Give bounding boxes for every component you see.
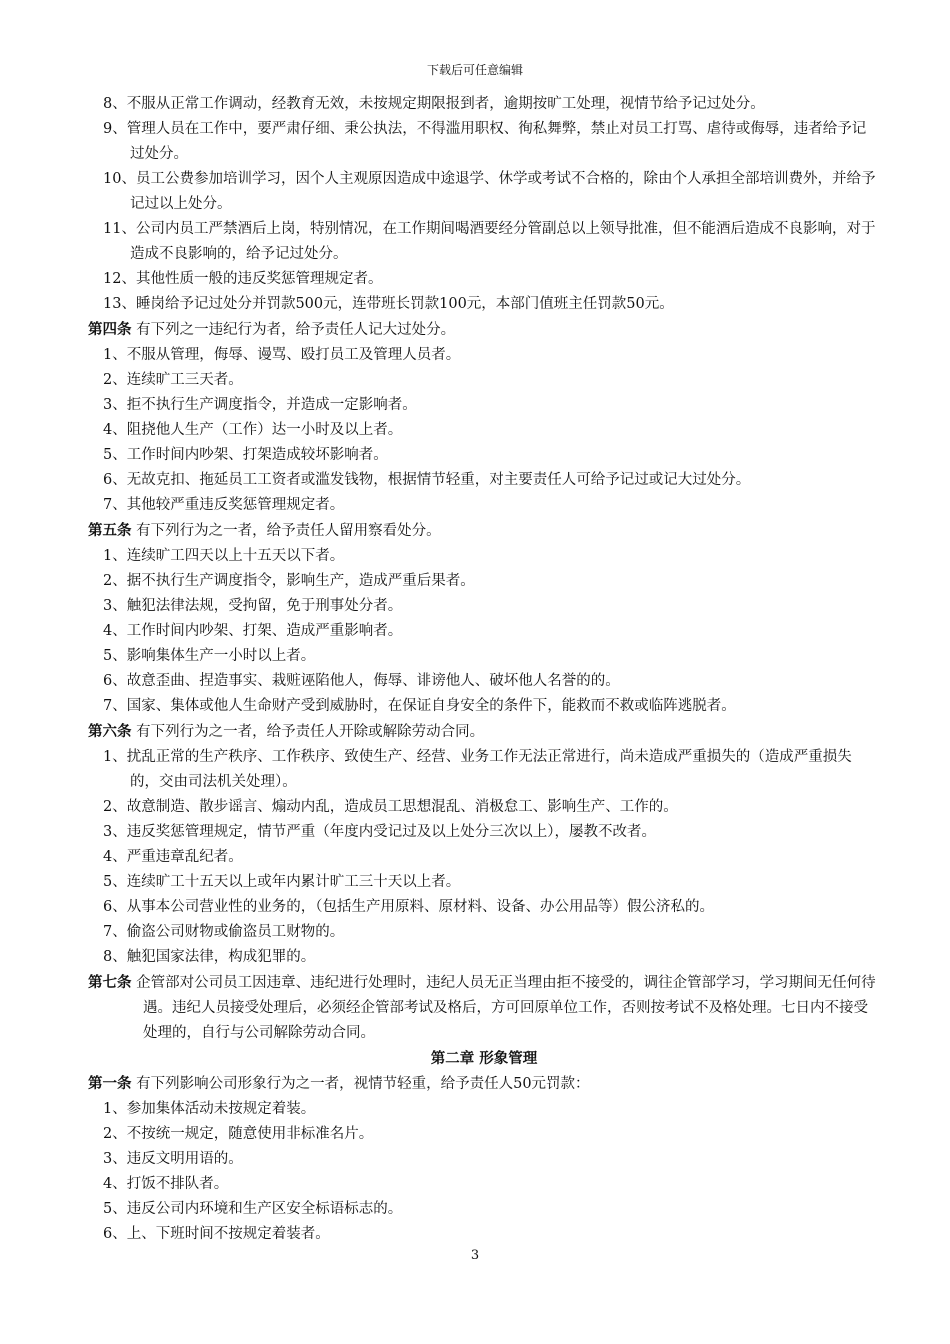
- list-item: 3、违反奖惩管理规定，情节严重（年度内受记过及以上处分三次以上），屡教不改者。: [103, 824, 656, 840]
- chapter-title: 第二章 形象管理: [430, 1050, 538, 1067]
- list-item: 5、工作时间内吵架、打架造成较坏影响者。: [103, 447, 388, 463]
- article-paragraph: [88, 1071, 880, 1097]
- list-item: 1、不服从管理，侮辱、谩骂、殴打员工及管理人员者。: [103, 347, 461, 363]
- list-item: 7、国家、集体或他人生命财产受到威胁时，在保证自身安全的条件下，能救而不救或临阵逃脱者。: [103, 698, 736, 714]
- article-label: 第四条: [88, 321, 132, 338]
- article-paragraph: [88, 719, 880, 745]
- list-item: 12、其他性质一般的违反奖惩管理规定者。: [103, 271, 383, 287]
- list-item: 2、连续旷工三天者。: [103, 372, 243, 388]
- article-label: 第一条: [88, 1075, 132, 1092]
- list-item: 6、无故克扣、拖延员工工资者或滥发钱物，根据情节轻重，对主要责任人可给予记过或记大过处分。: [103, 472, 751, 488]
- list-item: 5、连续旷工十五天以上或年内累计旷工三十天以上者。: [103, 874, 461, 890]
- list-item: 4、打饭不排队者。: [103, 1176, 229, 1192]
- article-label: 第五条: [88, 522, 132, 539]
- article-label: 第六条: [88, 723, 132, 740]
- list-item: 7、偷盗公司财物或偷盗员工财物的。: [103, 924, 345, 940]
- list-item: 7、其他较严重违反奖惩管理规定者。: [103, 497, 345, 513]
- list-item: 6、上、下班时间不按规定着装者。: [103, 1226, 330, 1242]
- list-item: 6、从事本公司营业性的业务的，（包括生产用原料、原材料、设备、办公用品等）假公济私的。: [103, 899, 714, 915]
- list-item: 4、严重违章乱纪者。: [103, 849, 243, 865]
- list-item: 1、扰乱正常的生产秩序、工作秩序、致使生产、经营、业务工作无法正常进行，尚未造成严重损失的（造成严重损失的，交由司法机关处理）。: [103, 749, 852, 790]
- article-text: 有下列之一违纪行为者，给予责任人记大过处分。: [131, 322, 456, 338]
- list-item: 5、影响集体生产一小时以上者。: [103, 648, 316, 664]
- list-item: 4、工作时间内吵架、打架、造成严重影响者。: [103, 623, 403, 639]
- page-header: 下载后可任意编辑: [426, 63, 523, 77]
- list-item: 3、触犯法律法规，受拘留，免于刑事处分者。: [103, 598, 403, 614]
- list-item: 11、公司内员工严禁酒后上岗，特别情况，在工作期间喝酒要经分管副总以上领导批准，但不能酒后造成不良影响，对于造成不良影响的，给予记过处分。: [103, 221, 876, 262]
- article-text: 有下列行为之一者，给予责任人开除或解除劳动合同。: [131, 724, 485, 740]
- list-item: 8、触犯国家法律，构成犯罪的。: [103, 949, 316, 965]
- list-item: 1、连续旷工四天以上十五天以下者。: [103, 548, 345, 564]
- article-text: 企管部对公司员工因违章、违纪进行处理时，违纪人员无正当理由拒不接受的，调往企管部学习，学习期间无任何待遇。违纪人员接受处理后，必须经企管部考试及格后，方可回原单位工作，否则按考试不及格处理。七日内不接受处理的，自行与公司解除劳动合同。: [131, 975, 876, 1041]
- list-item: 2、故意制造、散步谣言、煽动内乱，造成员工思想混乱、消极怠工、影响生产、工作的。: [103, 799, 678, 815]
- list-item: 2、不按统一规定，随意使用非标准名片。: [103, 1126, 374, 1142]
- article-paragraph: [88, 518, 880, 544]
- article-paragraph: [88, 317, 880, 343]
- article-label: 第七条: [88, 974, 132, 991]
- list-item: 10、员工公费参加培训学习，因个人主观原因造成中途退学、休学或考试不合格的，除由个人承担全部培训费外，并给予记过以上处分。: [103, 171, 876, 212]
- list-item: 3、违反文明用语的。: [103, 1151, 243, 1167]
- list-item: 3、拒不执行生产调度指令，并造成一定影响者。: [103, 397, 417, 413]
- list-item: 2、据不执行生产调度指令，影响生产，造成严重后果者。: [103, 573, 475, 589]
- article-text: 有下列行为之一者，给予责任人留用察看处分。: [131, 523, 441, 539]
- list-item: 5、违反公司内环境和生产区安全标语标志的。: [103, 1201, 403, 1217]
- list-item: 8、不服从正常工作调动，经教育无效，未按规定期限报到者，逾期按旷工处理，视情节给予记过处分。: [103, 96, 765, 112]
- list-item: 6、故意歪曲、捏造事实、栽赃诬陷他人，侮辱、诽谤他人、破坏他人名誉的的。: [103, 673, 620, 689]
- list-item: 13、睡岗给予记过处分并罚款500元，连带班长罚款100元，本部门值班主任罚款50元。: [103, 296, 674, 312]
- article-text: 有下列影响公司形象行为之一者，视情节轻重，给予责任人50元罚款：: [131, 1076, 590, 1092]
- page-number: 3: [470, 1248, 480, 1263]
- article-paragraph: [88, 970, 880, 1046]
- list-item: 1、参加集体活动未按规定着装。: [103, 1101, 316, 1117]
- document-body: [88, 92, 880, 1247]
- list-item: 9、管理人员在工作中，要严肃仔细、秉公执法，不得滥用职权、徇私舞弊，禁止对员工打骂、虐待或侮辱，违者给予记过处分。: [103, 121, 867, 162]
- list-item: 4、阻挠他人生产（工作）达一小时及以上者。: [103, 422, 403, 438]
